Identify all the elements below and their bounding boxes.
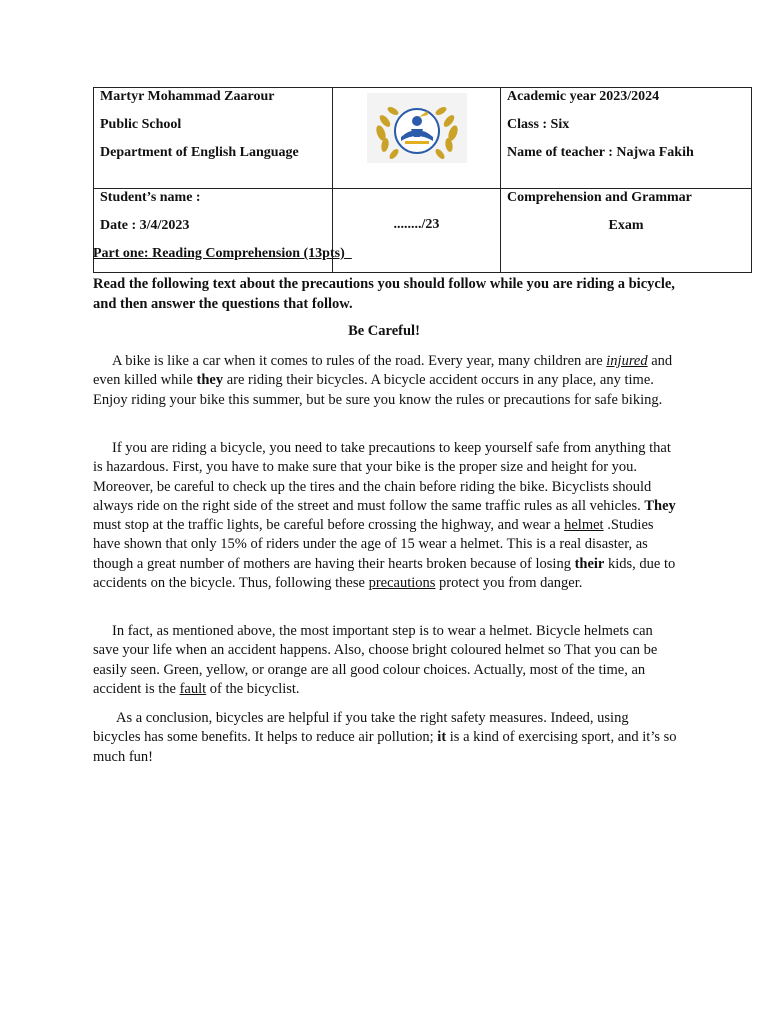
- student-name-label: Student’s name :: [100, 190, 201, 205]
- p3-text-1: In fact, as mentioned above, the most important step is to wear a helmet. Bicycle helmets can save your life when an accident happens. Also, choose bright coloured helmet so That you can be easily seen. Green, yellow, or orange are all good colour choices. Actually, most of the time, an accident is the: [93, 623, 658, 697]
- word-they-capital: They: [644, 497, 676, 514]
- school-name: Martyr Mohammad Zaarour: [100, 89, 275, 104]
- word-fault: fault: [179, 680, 207, 697]
- score-cell: ......../23: [333, 189, 501, 273]
- p1-text-2: and even killed while: [93, 353, 673, 389]
- word-helmet: helmet: [564, 517, 604, 534]
- p4-text-1: As a conclusion, bicycles are helpful if you take the right safety measures. Indeed, using bicycles has some benefits. It helps to reduce air pollution;: [93, 710, 629, 746]
- p4-text-2: is a kind of exercising sport, and it’s so much fun!: [93, 729, 677, 765]
- word-they: they: [196, 372, 224, 389]
- department-name: Department of English Language: [100, 145, 299, 160]
- p1-text-3: are riding their bicycles. A bicycle accident occurs in any place, any time. Enjoy riding your bike this summer, but be sure you know the rules or precautions for safe biking.: [93, 372, 663, 408]
- paragraph-4: [93, 709, 678, 767]
- p2-text-5: protect you from danger.: [435, 575, 583, 592]
- p2-text-1: If you are riding a bicycle, you need to take precautions to keep yourself safe from anything that is hazardous. First, you have to make sure that your bike is the proper size and height for you. Moreover, be careful to check up the tires and the chain before riding the bike. Bicyclists should always ride on the right side of the street and must follow the same traffic rules as all vehicles.: [93, 440, 671, 514]
- reading-instructions: Read the following text about the precautions you should follow while you are riding a bicycle, and then answer the questions that follow.: [93, 276, 675, 312]
- logo-cell: [333, 88, 501, 189]
- p2-text-2: must stop at the traffic lights, be careful before crossing the highway, and wear a: [93, 517, 565, 534]
- word-it: it: [437, 729, 447, 746]
- class-label: Class : Six: [507, 117, 570, 132]
- p2-text-3: .Studies have shown that only 15% of riders under the age of 15 wear a helmet. This is a real disaster, as though a great number of mothers are having their hearts broken because of losing: [93, 517, 654, 572]
- school-type: Public School: [100, 117, 182, 132]
- story-title: Be Careful!: [348, 323, 420, 339]
- p1-text-1: A bike is like a car when it comes to rules of the road. Every year, many children are: [112, 353, 607, 369]
- exam-title-line1: Comprehension and Grammar: [507, 190, 692, 205]
- exam-title-line2: Exam: [608, 218, 644, 233]
- exam-date: Date : 3/4/2023: [100, 218, 190, 233]
- part-one-heading: Part one: Reading Comprehension (13pts): [93, 246, 352, 261]
- class-info-cell: [501, 88, 752, 189]
- paragraph-1: [93, 352, 678, 410]
- p2-text-4: kids, due to accidents on the bicycle. Thus, following these: [93, 555, 676, 592]
- word-their: their: [574, 555, 605, 572]
- paragraph-3: [93, 622, 678, 699]
- exam-type-cell: [501, 189, 752, 273]
- academic-year: Academic year 2023/2024: [507, 89, 660, 104]
- word-precautions: precautions: [368, 575, 436, 592]
- header-row-top: [94, 88, 752, 189]
- paragraph-2: [93, 439, 678, 593]
- p3-text-2: of the bicyclist.: [206, 680, 300, 697]
- school-emblem-icon: [367, 93, 467, 169]
- word-injured: injured: [606, 353, 648, 369]
- teacher-name: Name of teacher : Najwa Fakih: [507, 145, 694, 160]
- school-info-cell: [94, 88, 333, 189]
